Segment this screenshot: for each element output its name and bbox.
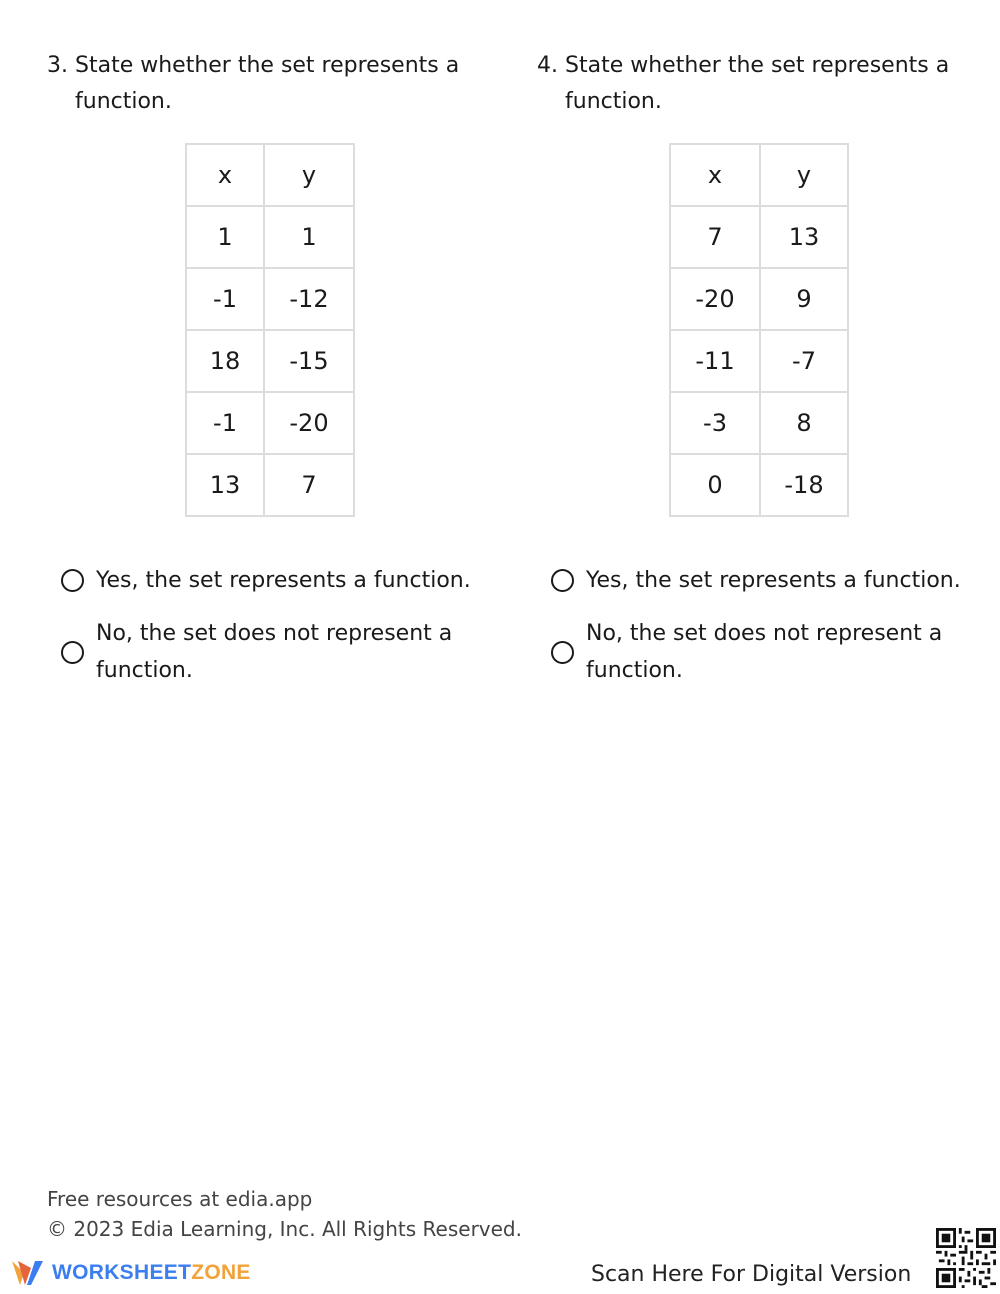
question-number: 4. — [537, 53, 558, 78]
cell-y: 8 — [760, 392, 848, 454]
cell-y: -20 — [264, 392, 354, 454]
cell-x: 0 — [670, 454, 760, 516]
answer-options — [551, 562, 971, 705]
cell-y: -7 — [760, 330, 848, 392]
question-number: 3. — [47, 53, 68, 78]
xy-table — [185, 143, 355, 517]
cell-y: 7 — [264, 454, 354, 516]
question-prompt — [47, 48, 487, 120]
cell-x: 1 — [186, 206, 264, 268]
option-no[interactable] — [551, 615, 971, 689]
cell-x: -3 — [670, 392, 760, 454]
table-header-row — [186, 144, 354, 206]
option-label: No, the set does not represent a function. — [96, 621, 453, 683]
option-yes[interactable] — [61, 562, 481, 599]
cell-y: 1 — [264, 206, 354, 268]
cell-x: 18 — [186, 330, 264, 392]
cell-x: 7 — [670, 206, 760, 268]
question-3 — [47, 48, 487, 683]
radio-button[interactable] — [551, 641, 574, 664]
header-x: x — [186, 144, 264, 206]
question-4 — [537, 48, 977, 683]
table-row — [186, 392, 354, 454]
header-y: y — [264, 144, 354, 206]
qr-code-icon[interactable] — [936, 1228, 996, 1288]
table-row — [670, 268, 848, 330]
table-row — [670, 392, 848, 454]
cell-y: -15 — [264, 330, 354, 392]
option-label: Yes, the set represents a function. — [586, 568, 961, 593]
header-y: y — [760, 144, 848, 206]
cell-y: -18 — [760, 454, 848, 516]
cell-x: -1 — [186, 392, 264, 454]
radio-button[interactable] — [551, 569, 574, 592]
xy-table — [669, 143, 849, 517]
table-row — [186, 330, 354, 392]
cell-y: 13 — [760, 206, 848, 268]
cell-x: 13 — [186, 454, 264, 516]
header-x: x — [670, 144, 760, 206]
cell-x: -11 — [670, 330, 760, 392]
cell-x: -1 — [186, 268, 264, 330]
question-text: State whether the set represents a function. — [565, 53, 950, 114]
cell-x: -20 — [670, 268, 760, 330]
radio-button[interactable] — [61, 641, 84, 664]
radio-button[interactable] — [61, 569, 84, 592]
logo-text-zone: ZONE — [191, 1261, 251, 1284]
worksheet-zone-logo — [10, 1258, 251, 1288]
table-row — [186, 454, 354, 516]
table-row — [670, 330, 848, 392]
table-row — [186, 206, 354, 268]
table-row — [186, 268, 354, 330]
cell-y: -12 — [264, 268, 354, 330]
logo-w-icon — [10, 1258, 46, 1288]
question-prompt — [537, 48, 977, 120]
logo-text-worksheet: WORKSHEET — [52, 1261, 192, 1284]
question-text: State whether the set represents a function. — [75, 53, 460, 114]
copyright-text: © 2023 Edia Learning, Inc. All Rights Reserved. — [47, 1217, 522, 1241]
table-header-row — [670, 144, 848, 206]
option-label: No, the set does not represent a function. — [586, 621, 943, 683]
table-row — [670, 454, 848, 516]
option-no[interactable] — [61, 615, 481, 689]
table-row — [670, 206, 848, 268]
free-resources-text: Free resources at edia.app — [47, 1187, 313, 1211]
option-label: Yes, the set represents a function. — [96, 568, 471, 593]
option-yes[interactable] — [551, 562, 971, 599]
cell-y: 9 — [760, 268, 848, 330]
scan-instruction: Scan Here For Digital Version — [591, 1262, 912, 1287]
answer-options — [61, 562, 481, 705]
